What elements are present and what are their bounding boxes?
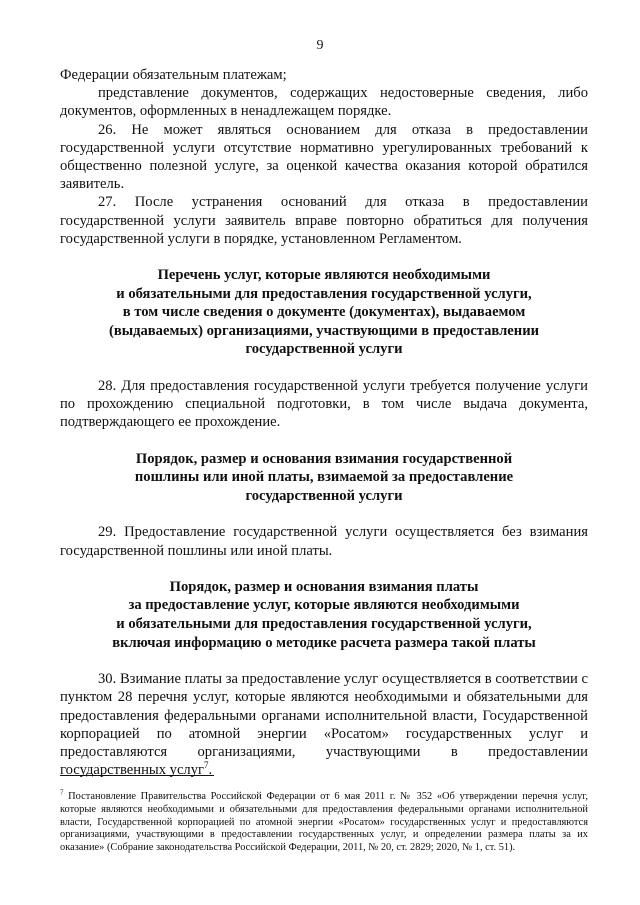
footnote-marker: 7 (60, 788, 64, 797)
heading-line: и обязательными для предоставления государственной услуги, (116, 615, 532, 632)
heading-line: в том числе сведения о документе (документах), выдаваемом (122, 304, 526, 321)
paragraph-29: 29. Предоставление государственной услуги осуществляется без взимания государственной пошлины или иной платы. (60, 524, 588, 559)
paragraph-28: 28. Для предоставления государственной услуги требуется получение услуги по прохождению специальной подготовки, в том числе выдача документа, подтверждающего ее прохождение. (60, 378, 588, 431)
heading-required-services (60, 266, 588, 359)
paragraph-27: 27. После устранения оснований для отказа в предоставлении государственной услуги заявитель вправе повторно обратиться для получения государственной услуги в порядке, установленном Регламентом. (60, 194, 588, 247)
paragraph-continuation: Федерации обязательным платежам; (60, 67, 287, 83)
footnote-reference: 7 (204, 760, 209, 771)
heading-line: Порядок, размер и основания взимания государственной (135, 450, 513, 467)
heading-line: Порядок, размер и основания взимания платы (169, 578, 479, 595)
footnote-divider (60, 775, 214, 776)
heading-line: Перечень услуг, которые являются необходимыми (157, 267, 491, 284)
paragraph-30 (60, 670, 588, 779)
paragraph-30-text: 30. Взимание платы за предоставление услуг осуществляется в соответствии с пунктом 28 перечня услуг, которые являются необходимыми и обязательными для предоставления федеральными органами исполнительной власти, Государственной корпорацией по атомной энергии «Росатом» государственных услуг и предоставляются организациями, участвующими в предоставлении государственных услуг (60, 671, 588, 779)
heading-line: за предоставление услуг, которые являются необходимыми (128, 597, 520, 614)
heading-line: и обязательными для предоставления государственной услуги, (116, 285, 532, 302)
paragraph-unreliable-documents: представление документов, содержащих недостоверные сведения, либо документов, оформленных в ненадлежащем порядке. (60, 85, 588, 120)
heading-line: (выдаваемых) организациями, участвующими в предоставлении (108, 322, 540, 339)
heading-state-duty (60, 450, 588, 506)
paragraph-30-end: . (208, 762, 213, 779)
footnote (60, 788, 588, 854)
heading-line: государственной услуги (245, 487, 403, 504)
heading-line: включая информацию о методике расчета размера такой платы (112, 634, 536, 651)
paragraph-26: 26. Не может являться основанием для отказа в предоставлении государственной услуги отсутствие нормативно урегулированных требований к общественно полезной услуге, за оценкой качества оказания которой обратился заявитель. (60, 121, 588, 193)
page-body (60, 66, 588, 779)
footnote-text: Постановление Правительства Российской Федерации от 6 мая 2011 г. № 352 «Об утверждении перечня услуг, которые являются необходимыми и обязательными для предоставления федеральными органами исполнительной власти, Государственной корпорацией по атомной энергии «Росатом» государственных услуг и предоставляются организациями, участвующими в предоставлении государственных услуг, и определении размера платы за их оказание» (Собрание законодательства Российской Федерации, 2011, № 20, ст. 2829; 2020, № 1, ст. 51). (60, 791, 588, 853)
heading-line: государственной услуги (245, 341, 403, 358)
heading-line: пошлины или иной платы, взимаемой за предоставление (134, 469, 514, 486)
heading-fee-calculation (60, 578, 588, 652)
page-number: 9 (316, 38, 324, 53)
